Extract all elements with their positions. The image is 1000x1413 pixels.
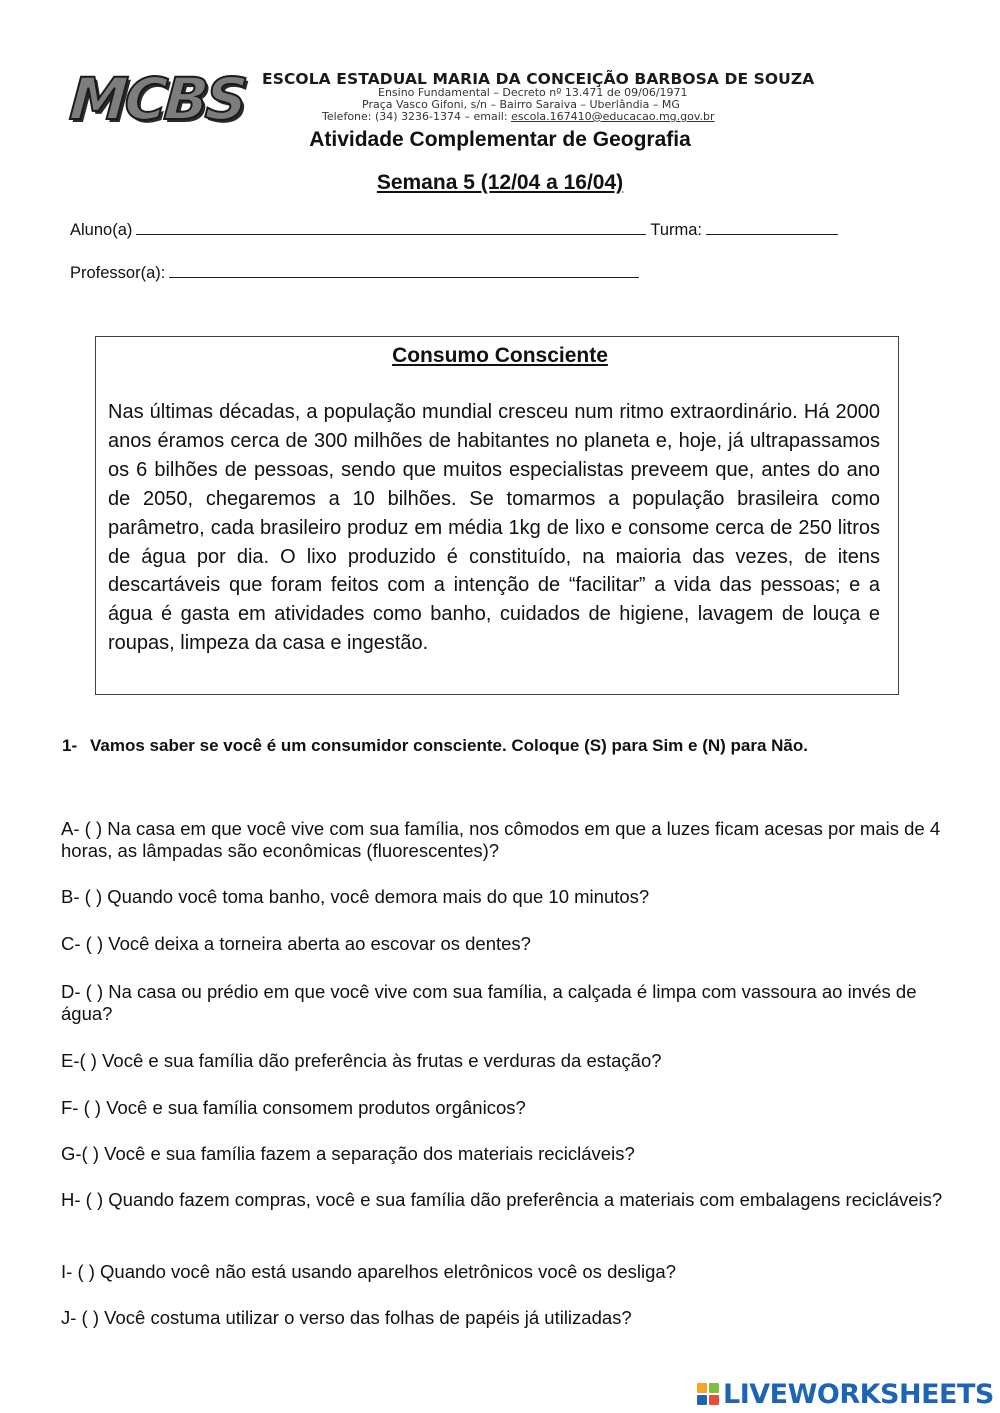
question-number: 1- (62, 736, 78, 755)
wm-square-3 (697, 1395, 707, 1405)
school-name: ESCOLA ESTADUAL MARIA DA CONCEIÇÃO BARBOSA DE SOUZA (262, 70, 815, 88)
wm-square-2 (709, 1383, 719, 1393)
student-label: Aluno(a) (70, 221, 133, 239)
wm-square-1 (697, 1383, 707, 1393)
school-contact (322, 110, 715, 123)
teacher-name-line[interactable] (169, 262, 639, 278)
question-1 (62, 736, 942, 756)
question-item-c: C- ( ) Você deixa a torneira aberta ao escovar os dentes? (61, 933, 531, 954)
question-item-f: F- ( ) Você e sua família consomem produtos orgânicos? (61, 1097, 526, 1118)
question-text: Vamos saber se você é um consumidor consciente. Coloque (S) para Sim e (N) para Não. (90, 736, 808, 755)
teacher-label: Professor(a): (70, 264, 166, 282)
school-phone: Telefone: (34) 3236-1374 – email: (322, 110, 512, 123)
student-name-line[interactable] (136, 219, 646, 235)
class-label: Turma: (650, 221, 703, 239)
reading-text: Nas últimas décadas, a população mundial cresceu num ritmo extraordinário. Há 2000 anos éramos cerca de 300 milhões de habitantes no planeta e, hoje, já ultrapassamos os 6 bilhões de pessoas, sendo que muitos especialistas preveem que, antes do ano de 2050, chegaremos a 10 bilhões. Se tomarmos a população brasileira como parâmetro, cada brasileiro produz em média 1kg de lixo e consome cerca de 250 litros de água por dia. O lixo produzido é constituído, na maioria das vezes, de itens descartáveis que foram feitos com a intenção de “facilitar” a vida das pessoas; e a água é gasta em atividades como banho, cuidados de higiene, lavagem de louça e roupas, limpeza da casa e ingestão. (108, 401, 880, 655)
question-item-b: B- ( ) Quando você toma banho, você demora mais do que 10 minutos? (61, 886, 650, 907)
school-email: escola.167410@educacao.mg.gov.br (511, 110, 715, 123)
question-item-h: H- ( ) Quando fazem compras, você e sua família dão preferência a materiais com embalagens recicláveis? (61, 1189, 943, 1210)
school-address: Praça Vasco Gifoni, s/n – Bairro Saraiva – Uberlândia – MG (362, 98, 680, 111)
question-item-g: G-( ) Você e sua família fazem a separação dos materiais recicláveis? (61, 1143, 635, 1164)
week-title: Semana 5 (12/04 a 16/04) (376, 171, 624, 194)
liveworksheets-icon (697, 1383, 719, 1405)
question-item-d: D- ( ) Na casa ou prédio em que você vive com sua família, a calçada é limpa com vassoura ao invés de água? (61, 981, 917, 1024)
question-item-e: E-( ) Você e sua família dão preferência às frutas e verduras da estação? (61, 1050, 662, 1071)
reading-title: Consumo Consciente (392, 344, 608, 367)
student-row (70, 219, 842, 240)
school-decree: Ensino Fundamental – Decreto nº 13.471 de 09/06/1971 (378, 86, 688, 99)
question-item-i: I- ( ) Quando você não está usando aparelhos eletrônicos você os desliga? (61, 1261, 676, 1282)
question-item-a: A- ( ) Na casa em que você vive com sua família, nos cômodos em que a luzes ficam acesas por mais de 4 horas, as lâmpadas são econômicas (fluorescentes)? (61, 818, 941, 861)
wm-square-4 (709, 1395, 719, 1405)
school-logo: MCBS (67, 65, 247, 133)
question-item-j: J- ( ) Você costuma utilizar o verso das folhas de papéis já utilizadas? (61, 1307, 632, 1328)
liveworksheets-watermark (697, 1379, 994, 1409)
teacher-row (70, 262, 643, 283)
class-line[interactable] (706, 219, 838, 235)
liveworksheets-text: LIVEWORKSHEETS (723, 1378, 994, 1410)
page-title: Atividade Complementar de Geografia (309, 128, 691, 151)
